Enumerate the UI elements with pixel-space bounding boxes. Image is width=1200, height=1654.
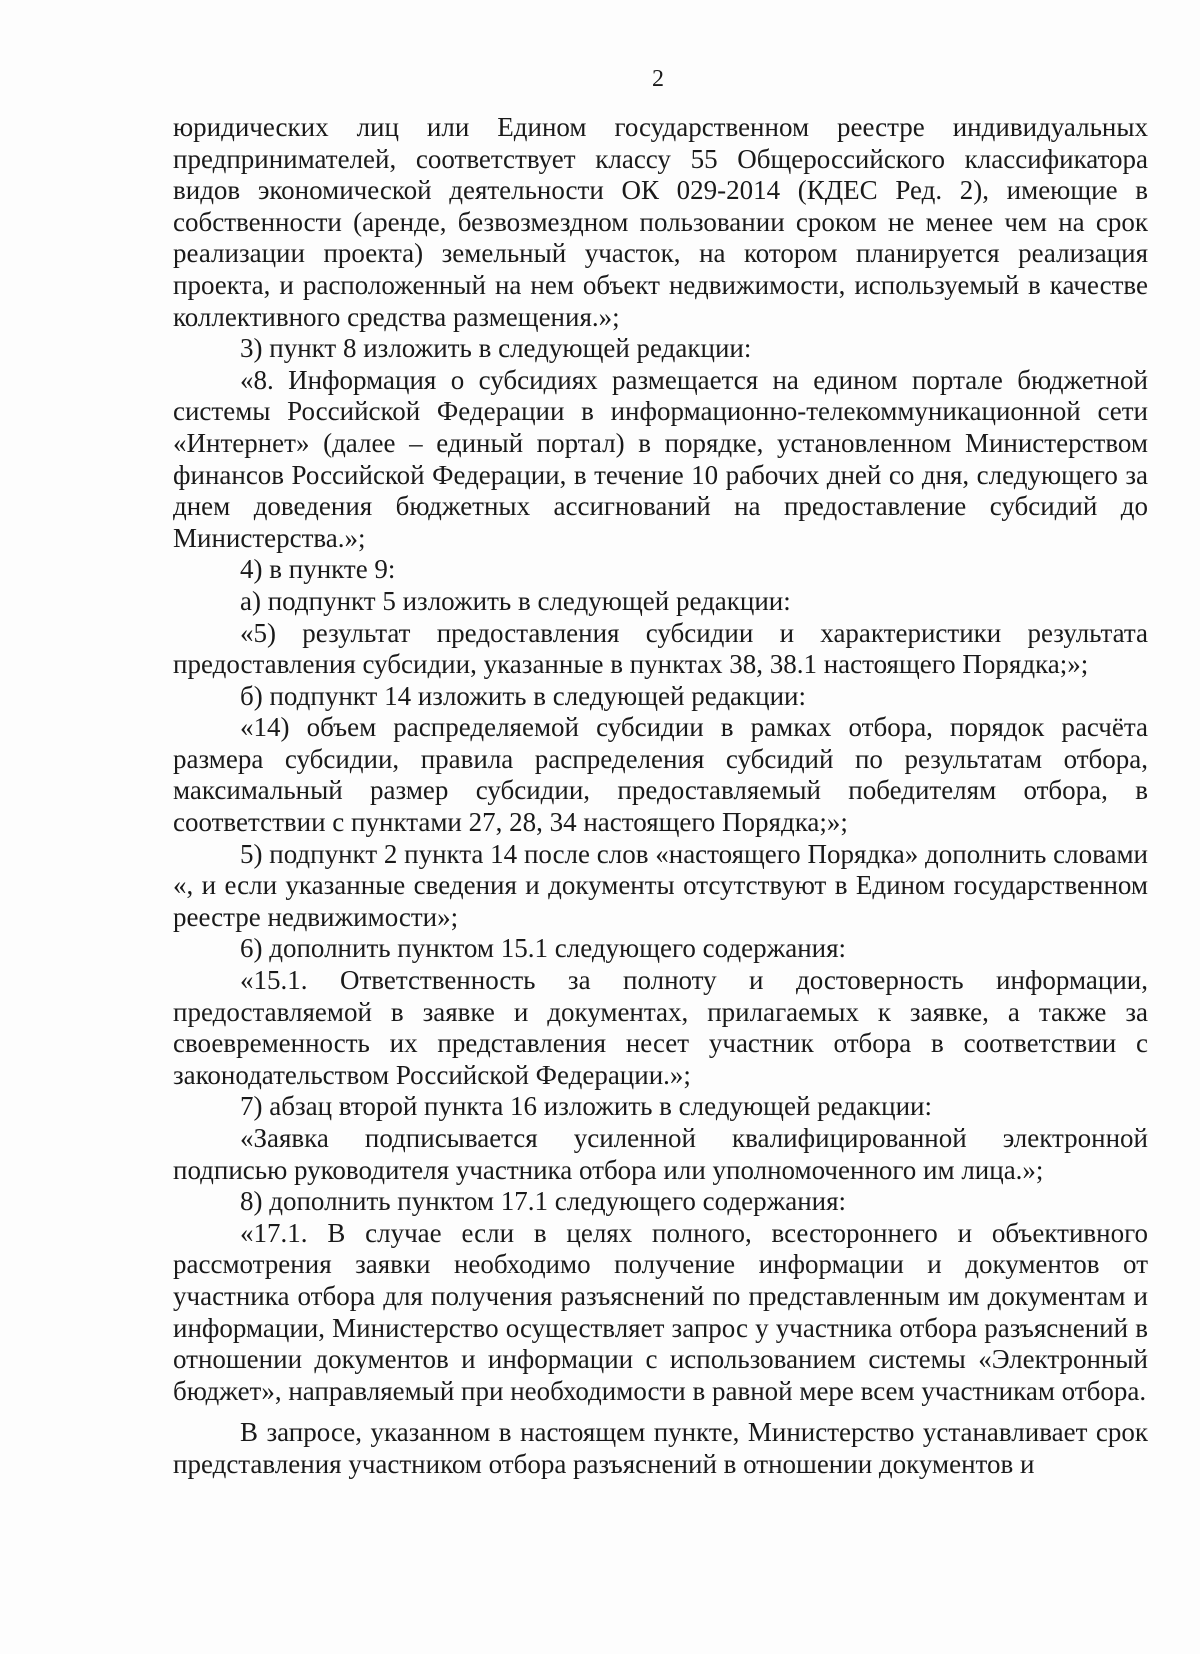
document-body — [173, 112, 1148, 1481]
paragraph-application-signature: «Заявка подписывается усиленной квалифицированной электронной подписью руководителя участника отбора или уполномоченного им лица.»; — [173, 1123, 1148, 1185]
paragraph-continuation: юридических лиц или Едином государственном реестре индивидуальных предпринимателей, соответствует классу 55 Общероссийского классификатора видов экономической деятельности ОК 029-2014 (КДЕС Ред. 2), имеющие в собственности (аренде, безвозмездном пользовании сроком не менее чем на срок реализации проекта) земельный участок, на котором планируется реализация проекта, и расположенный на нем объект недвижимости, используемый в качестве коллективного средства размещения.»; — [173, 112, 1148, 332]
paragraph-item-8: 8) дополнить пунктом 17.1 следующего содержания: — [240, 1186, 847, 1217]
paragraph-item-4: 4) в пункте 9: — [240, 554, 396, 585]
paragraph-item-7: 7) абзац второй пункта 16 изложить в следующей редакции: — [240, 1091, 932, 1122]
paragraph-item-5: 5) подпункт 2 пункта 14 после слов «настоящего Порядка» дополнить словами «, и если указанные сведения и документы отсутствуют в Едином государственном реестре недвижимости»; — [173, 838, 1148, 932]
paragraph-item-4a: а) подпункт 5 изложить в следующей редакции: — [240, 585, 791, 616]
paragraph-clause-15-1: «15.1. Ответственность за полноту и достоверность информации, предоставляемой в заявке и документах, прилагаемых к заявке, а также за своевременность их представления несет участник отбора в соответствии с законодательством Российской Федерации.»; — [173, 965, 1148, 1090]
paragraph-request-deadline: В запросе, указанном в настоящем пункте, Министерство устанавливает срок представления участником отбора разъяснений в отношении документов и — [173, 1417, 1148, 1479]
paragraph-item-6: 6) дополнить пунктом 15.1 следующего содержания: — [240, 933, 847, 964]
paragraph-subclause-14: «14) объем распределяемой субсидии в рамках отбора, порядок расчёта размера субсидии, правила распределения субсидий по результатам отбора, максимальный размер субсидии, предоставляемый победителям отбора, в соответствии с пунктами 27, 28, 34 настоящего Порядка;»; — [173, 712, 1148, 838]
paragraph-item-4b: б) подпункт 14 изложить в следующей редакции: — [240, 680, 807, 711]
paragraph-clause-8: «8. Информация о субсидиях размещается на едином портале бюджетной системы Российской Федерации в информационно-телекоммуникационной сети «Интернет» (далее – единый портал) в порядке, установленном Министерством финансов Российской Федерации, в течение 10 рабочих дней со дня, следующего за днем доведения бюджетных ассигнований на предоставление субсидий до Министерства.»; — [173, 364, 1148, 553]
paragraph-item-3: 3) пункт 8 изложить в следующей редакции: — [240, 333, 752, 364]
paragraph-subclause-5: «5) результат предоставления субсидии и характеристики результата предоставления субсидии, указанные в пунктах 38, 38.1 настоящего Порядка;»; — [173, 617, 1148, 680]
paragraph-clause-17-1: «17.1. В случае если в целях полного, всестороннего и объективного рассмотрения заявки необходимо получение информации и документов от участника отбора для получения разъяснений по представленным им документам и информации, Министерство осуществляет запрос у участника отбора разъяснений в отношении документов и информации с использованием системы «Электронный бюджет», направляемый при необходимости в равной мере всем участникам отбора. — [173, 1217, 1148, 1406]
page-number: 2 — [652, 66, 664, 92]
